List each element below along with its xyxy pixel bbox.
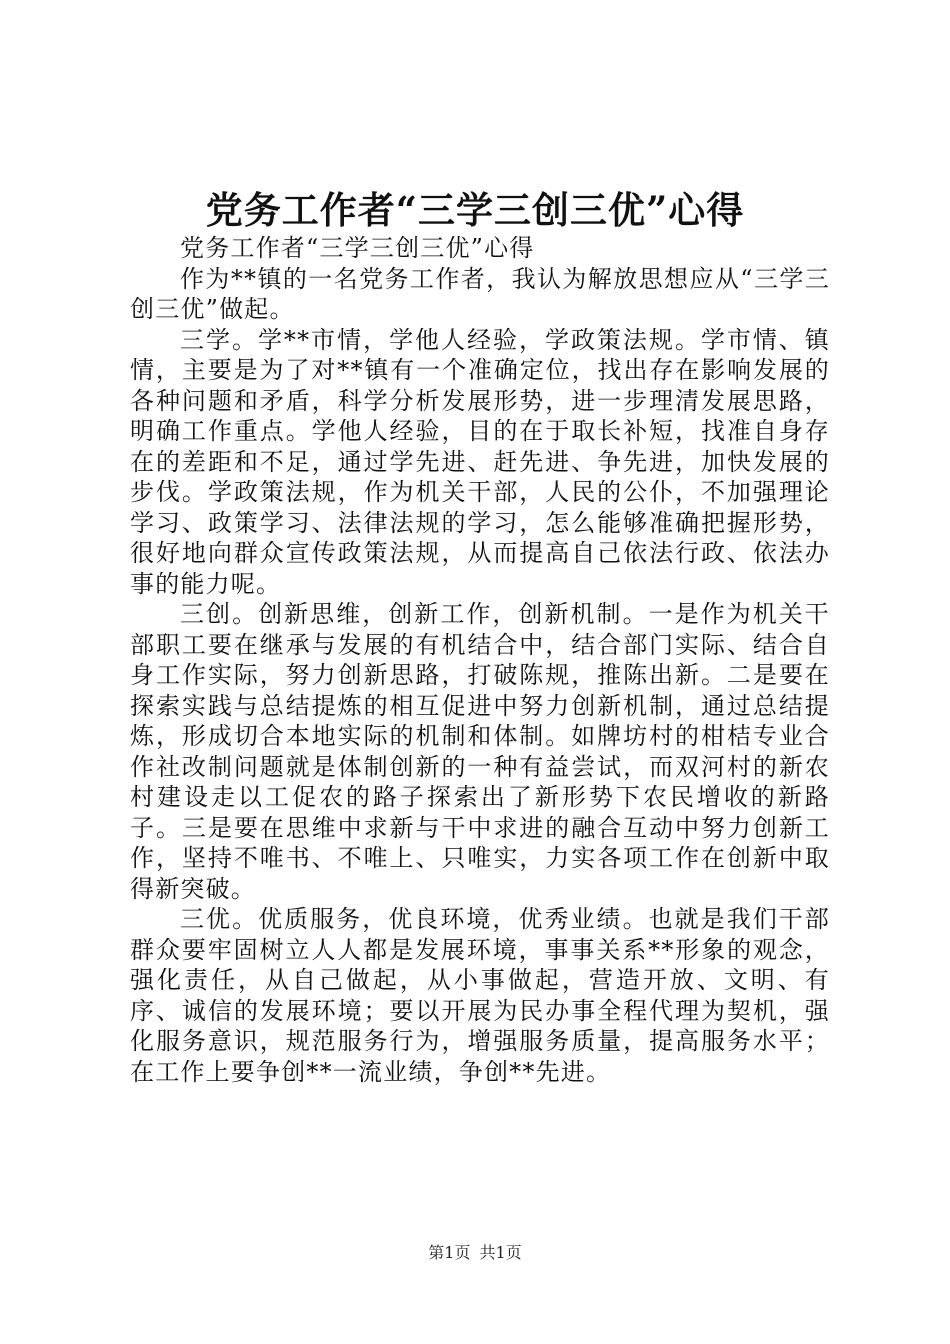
paragraph-intro: 作为**镇的一名党务工作者，我认为解放思想应从“三学三创三优”做起。 (130, 264, 830, 323)
document-title: 党务工作者“三学三创三优”心得 (205, 188, 745, 232)
document-body (130, 233, 830, 1087)
page-number: 第1页 (428, 1243, 471, 1262)
paragraph-subtitle: 党务工作者“三学三创三优”心得 (180, 234, 535, 262)
page-footer (0, 1243, 950, 1263)
paragraph-san-xue: 三学。学**市情，学他人经验，学政策法规。学市情、镇情，主要是为了对**镇有一个准确定位，找出存在影响发展的各种问题和矛盾，科学分析发展形势，进一步理清发展思路，明确工作重点。学他人经验，目的在于取长补短，找准自身存在的差距和不足，通过学先进、赶先进、争先进，加快发展的步伐。学政策法规，作为机关干部，人民的公仆，不加强理论学习、政策学习、法律法规的学习，怎么能够准确把握形势，很好地向群众宣传政策法规，从而提高自己依法行政、依法办事的能力呢。 (130, 325, 830, 598)
paragraph-san-chuang: 三创。创新思维，创新工作，创新机制。一是作为机关干部职工要在继承与发展的有机结合中，结合部门实际、结合自身工作实际，努力创新思路，打破陈规，推陈出新。二是要在探索实践与总结提炼的相互促进中努力创新机制，通过总结提炼，形成切合本地实际的机制和体制。如牌坊村的柑桔专业合作社改制问题就是体制创新的一种有益尝试，而双河村的新农村建设走以工促农的路子探索出了新形势下农民增收的新路子。三是要在思维中求新与干中求进的融合互动中努力创新工作，坚持不唯书、不唯上、只唯实，力实各项工作在创新中取得新突破。 (130, 600, 830, 903)
paragraph-san-you: 三优。优质服务，优良环境，优秀业绩。也就是我们干部群众要牢固树立人人都是发展环境，事事关系**形象的观念，强化责任，从自己做起，从小事做起，营造开放、文明、有序、诚信的发展环境；要以开展为民办事全程代理为契机，强化服务意识，规范服务行为，增强服务质量，提高服务水平；在工作上要争创**一流业绩，争创**先进。 (130, 905, 830, 1086)
page-total: 共1页 (479, 1243, 522, 1262)
